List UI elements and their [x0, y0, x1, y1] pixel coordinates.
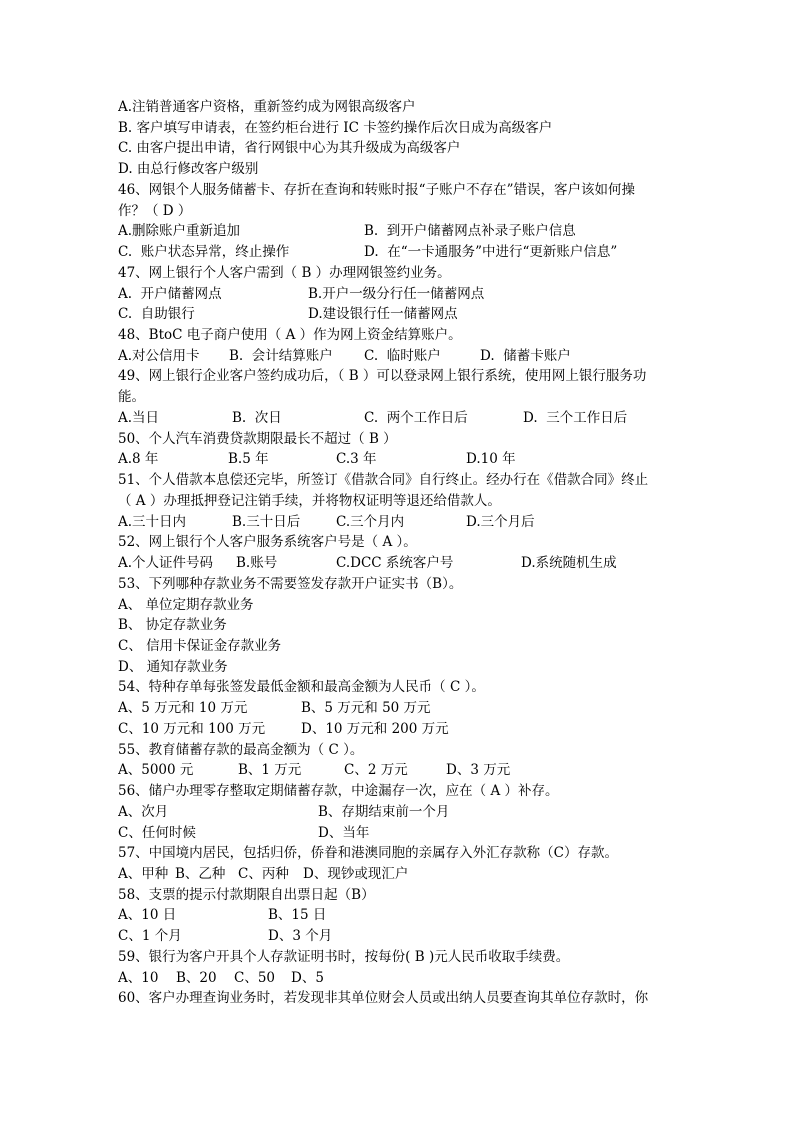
option-text: B. 到开户储蓄网点补录子账户信息 [364, 223, 576, 240]
text-line: C、 信用卡保证金存款业务 [118, 637, 282, 654]
option-text: C、任何时候 [118, 824, 196, 841]
text-line [118, 284, 678, 305]
text-line: 54、特种存单每张签发最低金额和最高金额为人民币（ C ）。 [118, 679, 485, 696]
option-text: B. 次日 [232, 409, 282, 426]
text-line [118, 760, 678, 781]
option-text: D、5 [291, 969, 324, 986]
option-text: C、50 [234, 969, 276, 986]
text-line [118, 512, 678, 533]
option-text: D.系统随机生成 [521, 555, 617, 572]
option-text: A、5000 元 [118, 762, 194, 779]
text-line: B. 客户填写申请表，在签约柜台进行 IC 卡签约操作后次日成为高级客户 [118, 119, 553, 136]
text-line: C. 由客户提出申请，省行网银中心为其升级成为高级客户 [118, 140, 461, 157]
text-line [118, 698, 678, 719]
text-line: D. 由总行修改客户级别 [118, 161, 259, 178]
option-text: A.个人证件号码 [118, 555, 214, 572]
text-line: 55、教育储蓄存款的最高金额为（ C ）。 [118, 741, 364, 758]
option-text: C、2 万元 [344, 762, 408, 779]
option-text: D. 储蓄卡账户 [480, 347, 571, 364]
option-text: C、10 万元和 100 万元 [118, 720, 266, 737]
option-text: B、20 [176, 969, 217, 986]
option-text: B.5 年 [228, 451, 269, 468]
option-text: B. 会计结算账户 [229, 347, 333, 364]
text-line [118, 905, 678, 926]
option-text: C. 自助银行 [118, 306, 195, 323]
text-line [118, 553, 678, 574]
text-line: 59、银行为客户开具个人存款证明书时，按每份( B )元人民币收取手续费。 [118, 948, 570, 965]
text-line [118, 864, 678, 885]
option-text: A、甲种 [118, 866, 169, 882]
text-line [118, 802, 678, 823]
option-text: C. 账户状态异常，终止操作 [118, 244, 290, 261]
text-line [118, 823, 678, 844]
text-line [118, 926, 678, 947]
option-text: C、丙种 [238, 866, 289, 882]
option-text: C.3 年 [336, 451, 377, 468]
option-text: A.对公信用卡 [118, 347, 200, 364]
text-line [118, 408, 678, 429]
option-text: A.三十日内 [118, 513, 187, 530]
option-text: D. 在“一卡通服务”中进行“更新账户信息” [364, 244, 618, 261]
option-text: A、10 [118, 969, 159, 986]
option-text: B.三十日后 [232, 513, 301, 530]
text-line: D、 通知存款业务 [118, 658, 228, 675]
text-line: 46、网银个人服务储蓄卡、存折在查询和转账时报“子账户不存在”错误，客户该如何操 [118, 181, 635, 198]
text-line [118, 449, 678, 470]
option-text: C、1 个月 [118, 928, 182, 945]
text-line: A、 单位定期存款业务 [118, 596, 254, 613]
text-line: 56、储户办理零存整取定期储蓄存款，中途漏存一次，应在（ A ）补存。 [118, 783, 559, 800]
option-text: C.DCC 系统客户号 [336, 555, 454, 572]
text-line: 49、网上银行企业客户签约成功后，（ B ）可以登录网上银行系统，使用网上银行服务功 [118, 368, 647, 385]
option-text: A.当日 [118, 409, 160, 426]
text-line [118, 719, 678, 740]
text-line: 能。 [118, 389, 145, 406]
option-text: A.8 年 [118, 451, 159, 468]
text-line: 51、个人借款本息偿还完毕，所签订《借款合同》自行终止。经办行在《借款合同》终止 [118, 472, 649, 489]
text-line: 58、支票的提示付款期限自出票日起（B） [118, 886, 375, 903]
option-text: C. 两个工作日后 [364, 409, 468, 426]
text-line: 50、个人汽车消费贷款期限最长不超过（ B ） [118, 430, 397, 447]
text-line: A.注销普通客户资格，重新签约成为网银高级客户 [118, 99, 416, 115]
option-text: C.三个月内 [336, 513, 405, 530]
option-text: D.10 年 [466, 451, 516, 468]
option-text: B.账号 [236, 555, 278, 572]
option-text: D、现钞或现汇户 [303, 866, 409, 882]
text-line: 57、中国境内居民，包括归侨，侨眷和港澳同胞的亲属存入外汇存款称（C）存款。 [118, 845, 619, 862]
text-line [118, 304, 678, 325]
text-line: 52、网上银行个人客户服务系统客户号是（ A ）。 [118, 534, 417, 551]
option-text: D. 三个工作日后 [523, 409, 628, 426]
text-line: 作？（ D ） [118, 202, 192, 219]
option-text: B、5 万元和 50 万元 [301, 700, 431, 717]
option-text: D.建设银行任一储蓄网点 [308, 306, 458, 323]
text-line: 53、下列哪种存款业务不需要签发存款开户证实书（B）。 [118, 575, 463, 592]
option-text: D、3 个月 [268, 928, 333, 945]
option-text: B.开户一级分行任一储蓄网点 [308, 285, 485, 302]
option-text: A. 开户储蓄网点 [118, 285, 222, 302]
option-text: A、次月 [118, 803, 169, 820]
option-text: B、乙种 [175, 866, 226, 882]
text-line: 47、网上银行个人客户需到（ B ）办理网银签约业务。 [118, 264, 451, 281]
text-line [118, 968, 678, 989]
option-text: D、10 万元和 200 万元 [301, 720, 449, 737]
option-text: C. 临时账户 [364, 347, 441, 364]
option-text: A、10 日 [118, 907, 177, 924]
text-line: （ A ）办理抵押登记注销手续，并将物权证明等退还给借款人。 [118, 492, 501, 509]
option-text: B、存期结束前一个月 [318, 803, 450, 820]
option-text: B、15 日 [268, 907, 327, 924]
text-line [118, 242, 678, 263]
option-text: A、5 万元和 10 万元 [118, 700, 248, 717]
text-line: 48、BtoC 电子商户使用（ A ）作为网上资金结算账户。 [118, 327, 462, 344]
text-line [118, 346, 678, 367]
option-text: B、1 万元 [238, 762, 302, 779]
option-text: A.删除账户重新追加 [118, 223, 241, 240]
text-line [118, 221, 678, 242]
option-text: D、3 万元 [446, 762, 511, 779]
option-text: D、当年 [318, 824, 370, 841]
text-line: 60、客户办理查询业务时，若发现非其单位财会人员或出纳人员要查询其单位存款时，你 [118, 990, 649, 1007]
option-text: D.三个月后 [466, 513, 535, 530]
text-line: B、 协定存款业务 [118, 617, 227, 634]
